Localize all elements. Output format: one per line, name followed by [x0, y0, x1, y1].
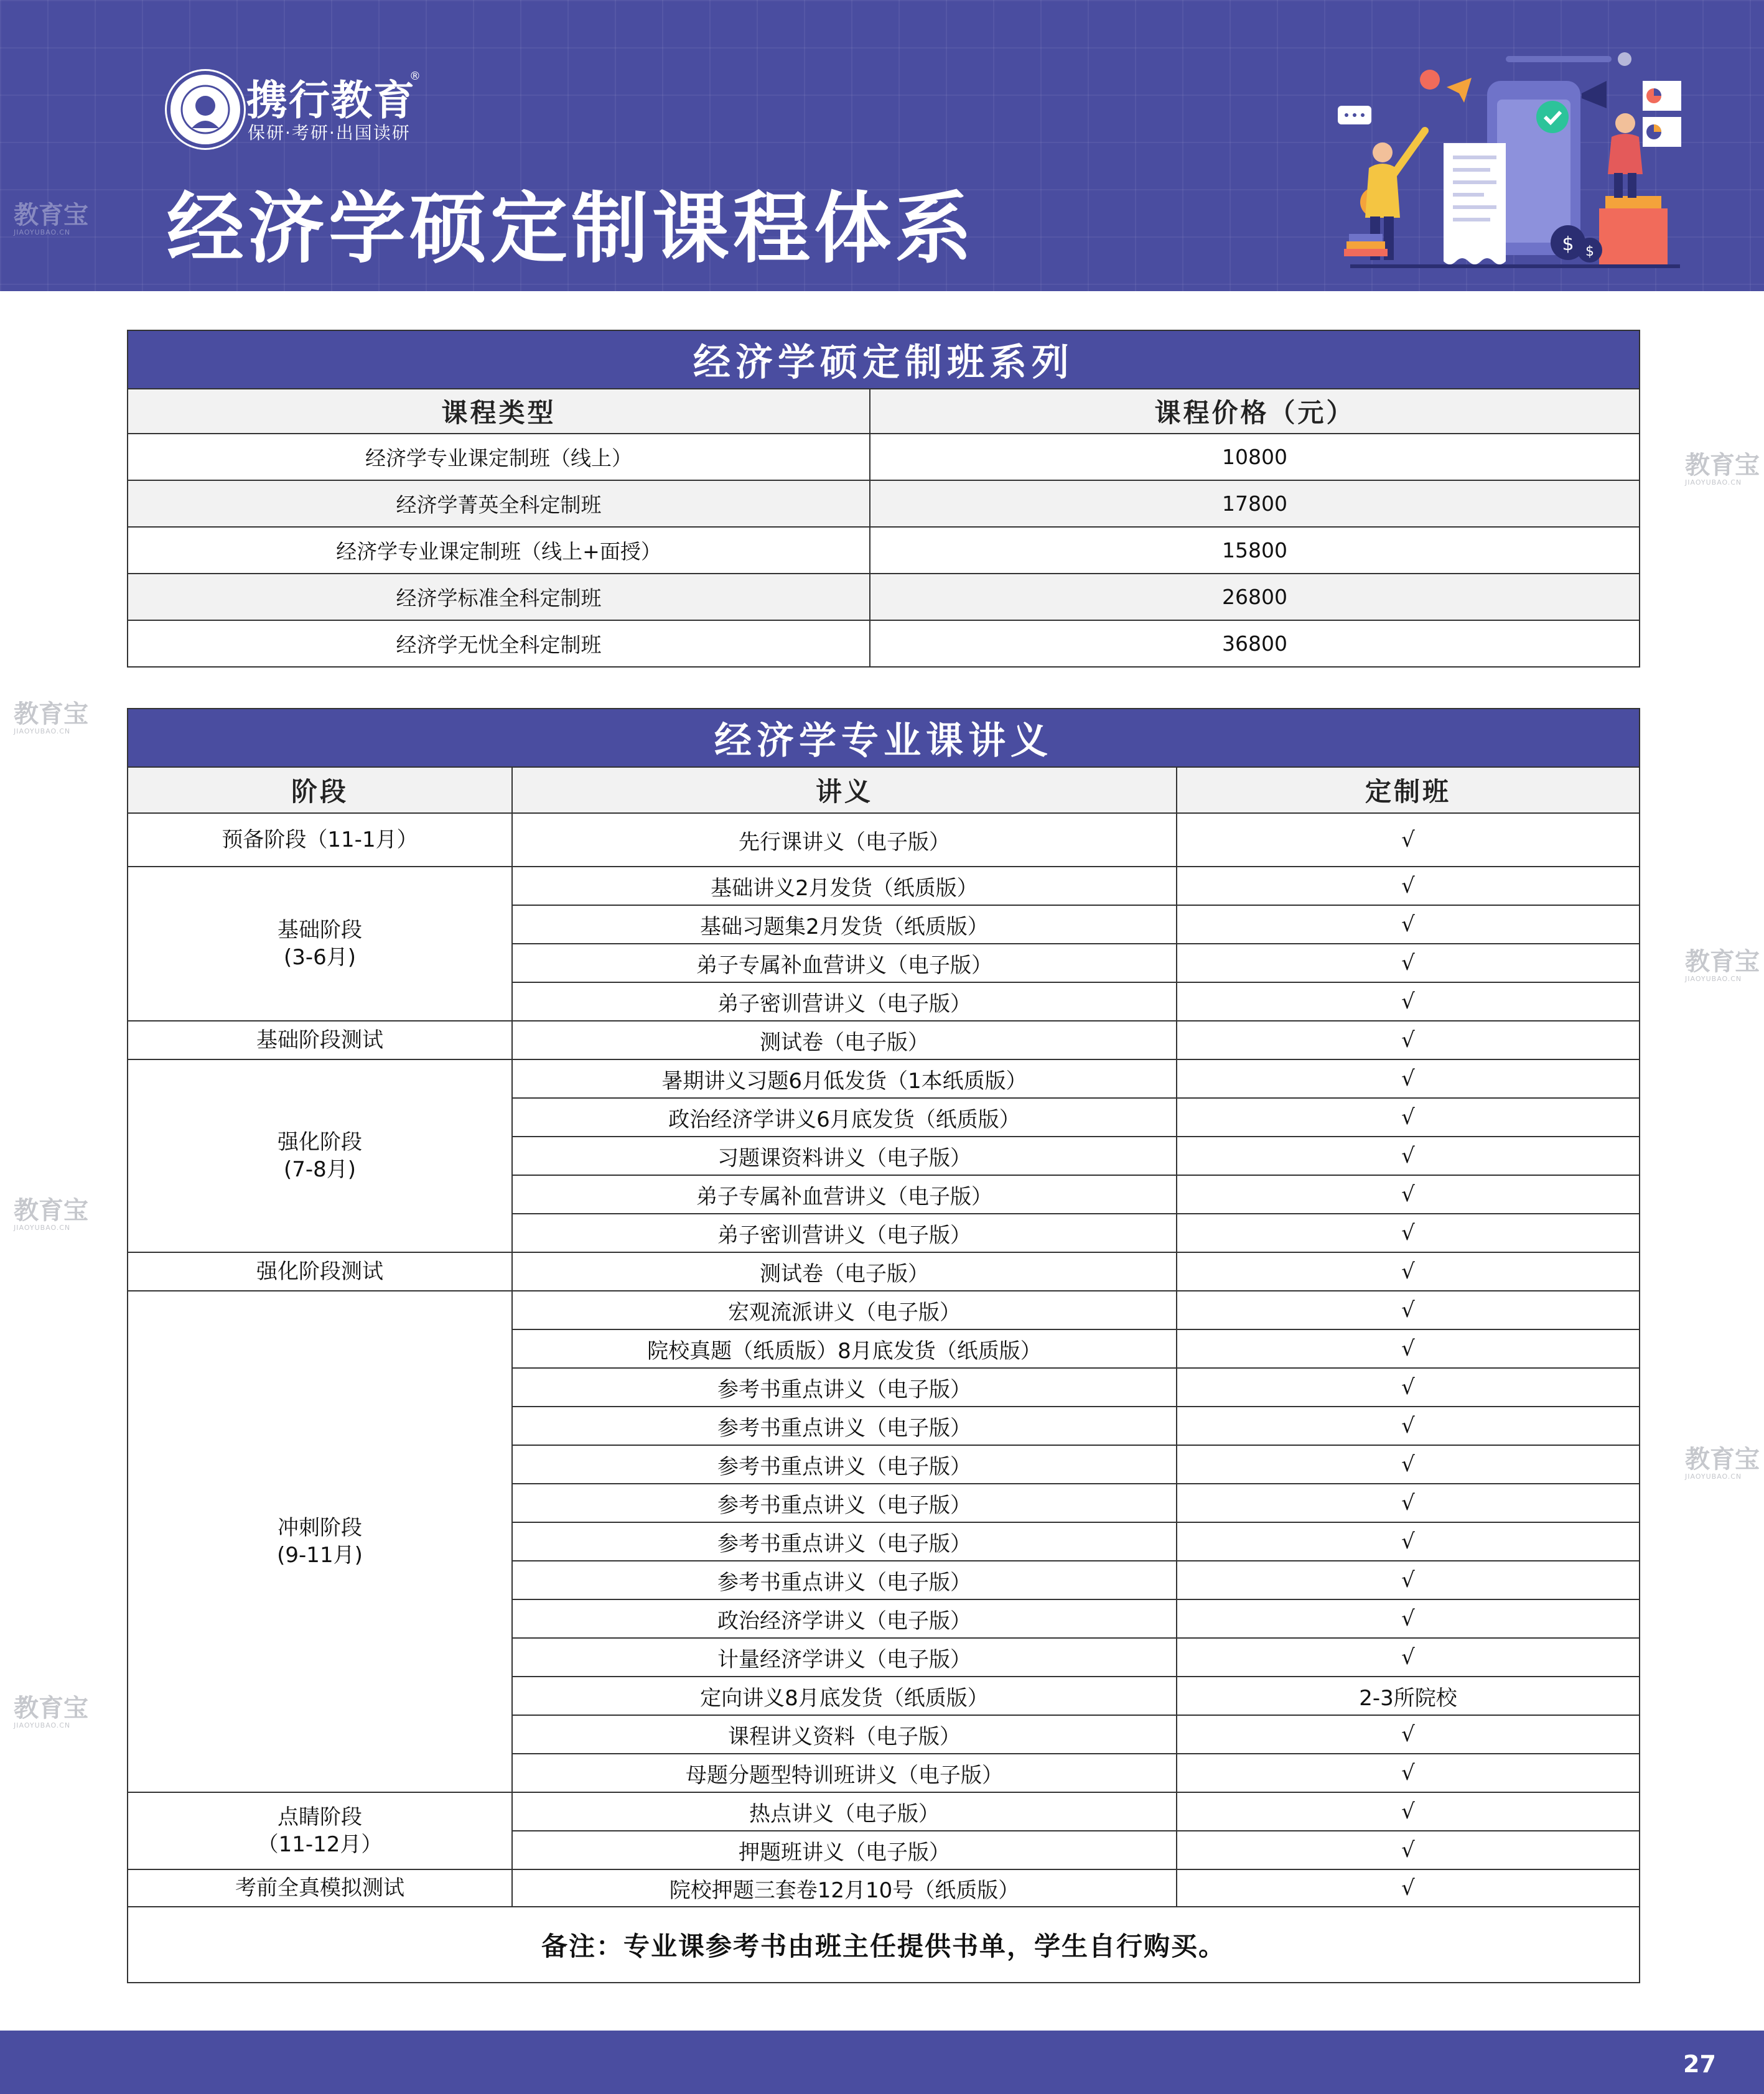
custom-class-mark-cell: √ [1177, 1715, 1640, 1754]
custom-class-mark-cell: √ [1177, 1484, 1640, 1522]
custom-class-mark-cell: √ [1177, 1831, 1640, 1869]
custom-class-mark-cell: √ [1177, 813, 1640, 867]
stage-cell [128, 1291, 512, 1792]
watermark-logo: 教育宝 JIAOYUBAO.CN [1685, 947, 1760, 983]
lecture-name-cell: 计量经济学讲义（电子版） [512, 1638, 1177, 1677]
table-row [128, 867, 1640, 905]
lecture-name-cell: 弟子专属补血营讲义（电子版） [512, 1175, 1177, 1214]
watermark-logo: 教育宝 JIAOYUBAO.CN [14, 1694, 88, 1729]
course-name-cell: 经济学无忧全科定制班 [128, 620, 870, 667]
lecture-name-cell: 押题班讲义（电子版） [512, 1831, 1177, 1869]
header-banner [0, 0, 1764, 291]
custom-class-mark-cell: √ [1177, 1599, 1640, 1638]
table-row [128, 813, 1640, 867]
custom-class-mark-cell: √ [1177, 1252, 1640, 1291]
stage-cell [128, 867, 512, 1021]
lecture-name-cell: 参考书重点讲义（电子版） [512, 1407, 1177, 1445]
course-price-table [127, 330, 1640, 668]
lecture-name-cell: 基础讲义2月发货（纸质版） [512, 867, 1177, 905]
table-title: 经济学专业课讲义 [128, 709, 1640, 767]
course-price-cell: 17800 [870, 480, 1640, 527]
column-header: 定制班 [1177, 767, 1640, 813]
lecture-name-cell: 参考书重点讲义（电子版） [512, 1368, 1177, 1407]
table-title: 经济学硕定制班系列 [128, 330, 1640, 389]
table-row [128, 620, 1640, 667]
custom-class-mark-cell: √ [1177, 1638, 1640, 1677]
course-name-cell: 经济学专业课定制班（线上） [128, 434, 870, 480]
custom-class-mark-cell: √ [1177, 1175, 1640, 1214]
finance-illustration [1338, 44, 1686, 292]
watermark-logo: 教育宝 JIAOYUBAO.CN [14, 1196, 88, 1232]
course-price-cell: 15800 [870, 527, 1640, 574]
lecture-name-cell: 参考书重点讲义（电子版） [512, 1522, 1177, 1561]
stage-period: (3-6月) [283, 945, 357, 970]
lecture-name-cell: 测试卷（电子版） [512, 1021, 1177, 1059]
lecture-name-cell: 弟子密训营讲义（电子版） [512, 982, 1177, 1021]
stage-cell [128, 1059, 512, 1252]
custom-class-mark-cell: √ [1177, 1869, 1640, 1907]
brand-name: 携行教育 [246, 77, 416, 124]
table-note: 备注：专业课参考书由班主任提供书单，学生自行购买。 [128, 1907, 1640, 1983]
custom-class-mark-cell: √ [1177, 905, 1640, 944]
column-header: 课程价格（元） [870, 389, 1640, 434]
stage-label: 基础阶段测试 [256, 1028, 383, 1053]
logo-mascot-icon [167, 71, 244, 148]
stage-label: 点睛阶段 [278, 1805, 362, 1830]
lecture-notes-table [127, 708, 1640, 1983]
custom-class-mark-cell: √ [1177, 1445, 1640, 1484]
stage-cell [128, 1252, 512, 1291]
course-name-cell: 经济学菁英全科定制班 [128, 480, 870, 527]
lecture-name-cell: 母题分题型特训班讲义（电子版） [512, 1754, 1177, 1792]
lecture-name-cell: 政治经济学讲义6月底发货（纸质版） [512, 1098, 1177, 1137]
course-price-cell: 26800 [870, 574, 1640, 620]
pie-chart-icon [1643, 81, 1681, 147]
course-price-cell: 36800 [870, 620, 1640, 667]
svg-text:$: $ [1562, 233, 1574, 255]
custom-class-mark-cell: √ [1177, 1059, 1640, 1098]
custom-class-mark-cell: √ [1177, 867, 1640, 905]
stage-cell [128, 1869, 512, 1907]
table-row [128, 480, 1640, 527]
lecture-name-cell: 基础习题集2月发货（纸质版） [512, 905, 1177, 944]
lecture-name-cell: 热点讲义（电子版） [512, 1792, 1177, 1831]
lecture-name-cell: 参考书重点讲义（电子版） [512, 1484, 1177, 1522]
lecture-name-cell: 宏观流派讲义（电子版） [512, 1291, 1177, 1329]
lecture-name-cell: 暑期讲义习题6月低发货（1本纸质版） [512, 1059, 1177, 1098]
stage-period: (7-8月) [283, 1157, 357, 1182]
table-row [128, 1869, 1640, 1907]
stage-cell [128, 1792, 512, 1869]
watermark-logo: 教育宝 JIAOYUBAO.CN [14, 700, 88, 735]
lecture-name-cell: 院校押题三套卷12月10号（纸质版） [512, 1869, 1177, 1907]
course-name-cell: 经济学专业课定制班（线上+面授） [128, 527, 870, 574]
table-row [128, 1252, 1640, 1291]
lecture-name-cell: 政治经济学讲义（电子版） [512, 1599, 1177, 1638]
stage-label: 冲刺阶段 [278, 1515, 362, 1540]
course-name-cell: 经济学标准全科定制班 [128, 574, 870, 620]
lecture-name-cell: 测试卷（电子版） [512, 1252, 1177, 1291]
watermark-logo: 教育宝 JIAOYUBAO.CN [14, 201, 88, 236]
page-title: 经济学硕定制课程体系 [167, 184, 976, 274]
stage-period: (9-11月) [277, 1543, 363, 1568]
stage-label: 预备阶段（11-1月） [222, 827, 418, 852]
table-row [128, 527, 1640, 574]
column-header: 课程类型 [128, 389, 870, 434]
custom-class-mark-cell: √ [1177, 1098, 1640, 1137]
custom-class-mark-cell: √ [1177, 1407, 1640, 1445]
table-row [128, 434, 1640, 480]
lecture-name-cell: 先行课讲义（电子版） [512, 813, 1177, 867]
table-row [128, 1291, 1640, 1329]
stage-cell [128, 813, 512, 867]
table-row [128, 1792, 1640, 1831]
watermark-logo: 教育宝 JIAOYUBAO.CN [1685, 451, 1760, 486]
column-header: 阶段 [128, 767, 512, 813]
lecture-name-cell: 参考书重点讲义（电子版） [512, 1561, 1177, 1599]
column-header: 讲义 [512, 767, 1177, 813]
custom-class-mark-cell: √ [1177, 1137, 1640, 1175]
stage-period: （11-12月） [257, 1832, 383, 1857]
custom-class-mark-cell: √ [1177, 1754, 1640, 1792]
brand-tagline: 保研·考研·出国读研 [248, 123, 411, 143]
lecture-name-cell: 习题课资料讲义（电子版） [512, 1137, 1177, 1175]
lecture-name-cell: 定向讲义8月底发货（纸质版） [512, 1677, 1177, 1715]
custom-class-mark-cell: 2-3所院校 [1177, 1677, 1640, 1715]
lecture-name-cell: 院校真题（纸质版）8月底发货（纸质版） [512, 1329, 1177, 1368]
watermark-logo: 教育宝 JIAOYUBAO.CN [1685, 1445, 1760, 1481]
table-row [128, 1059, 1640, 1098]
megaphone-icon [1582, 81, 1607, 108]
course-price-cell: 10800 [870, 434, 1640, 480]
brand-registered-mark: ® [409, 70, 421, 83]
lecture-name-cell: 参考书重点讲义（电子版） [512, 1445, 1177, 1484]
custom-class-mark-cell: √ [1177, 1792, 1640, 1831]
custom-class-mark-cell: √ [1177, 1214, 1640, 1252]
custom-class-mark-cell: √ [1177, 1522, 1640, 1561]
custom-class-mark-cell: √ [1177, 1021, 1640, 1059]
table-row [128, 574, 1640, 620]
footer-bar [0, 2031, 1764, 2094]
custom-class-mark-cell: √ [1177, 1561, 1640, 1599]
stage-label: 考前全真模拟测试 [235, 1876, 404, 1901]
paper-plane-icon [1447, 78, 1472, 103]
lecture-name-cell: 课程讲义资料（电子版） [512, 1715, 1177, 1754]
stage-label: 强化阶段 [278, 1130, 362, 1155]
lecture-name-cell: 弟子密训营讲义（电子版） [512, 1214, 1177, 1252]
custom-class-mark-cell: √ [1177, 1329, 1640, 1368]
custom-class-mark-cell: √ [1177, 982, 1640, 1021]
custom-class-mark-cell: √ [1177, 1291, 1640, 1329]
stage-cell [128, 1021, 512, 1059]
lecture-name-cell: 弟子专属补血营讲义（电子版） [512, 944, 1177, 982]
page-number: 27 [1683, 2050, 1716, 2078]
money-bag-icon [1551, 225, 1602, 263]
chat-bubble-icon [1338, 106, 1371, 124]
stage-label: 基础阶段 [278, 918, 362, 942]
stage-label: 强化阶段测试 [256, 1259, 383, 1284]
custom-class-mark-cell: √ [1177, 944, 1640, 982]
svg-text:$: $ [1585, 244, 1594, 259]
table-row [128, 1021, 1640, 1059]
custom-class-mark-cell: √ [1177, 1368, 1640, 1407]
